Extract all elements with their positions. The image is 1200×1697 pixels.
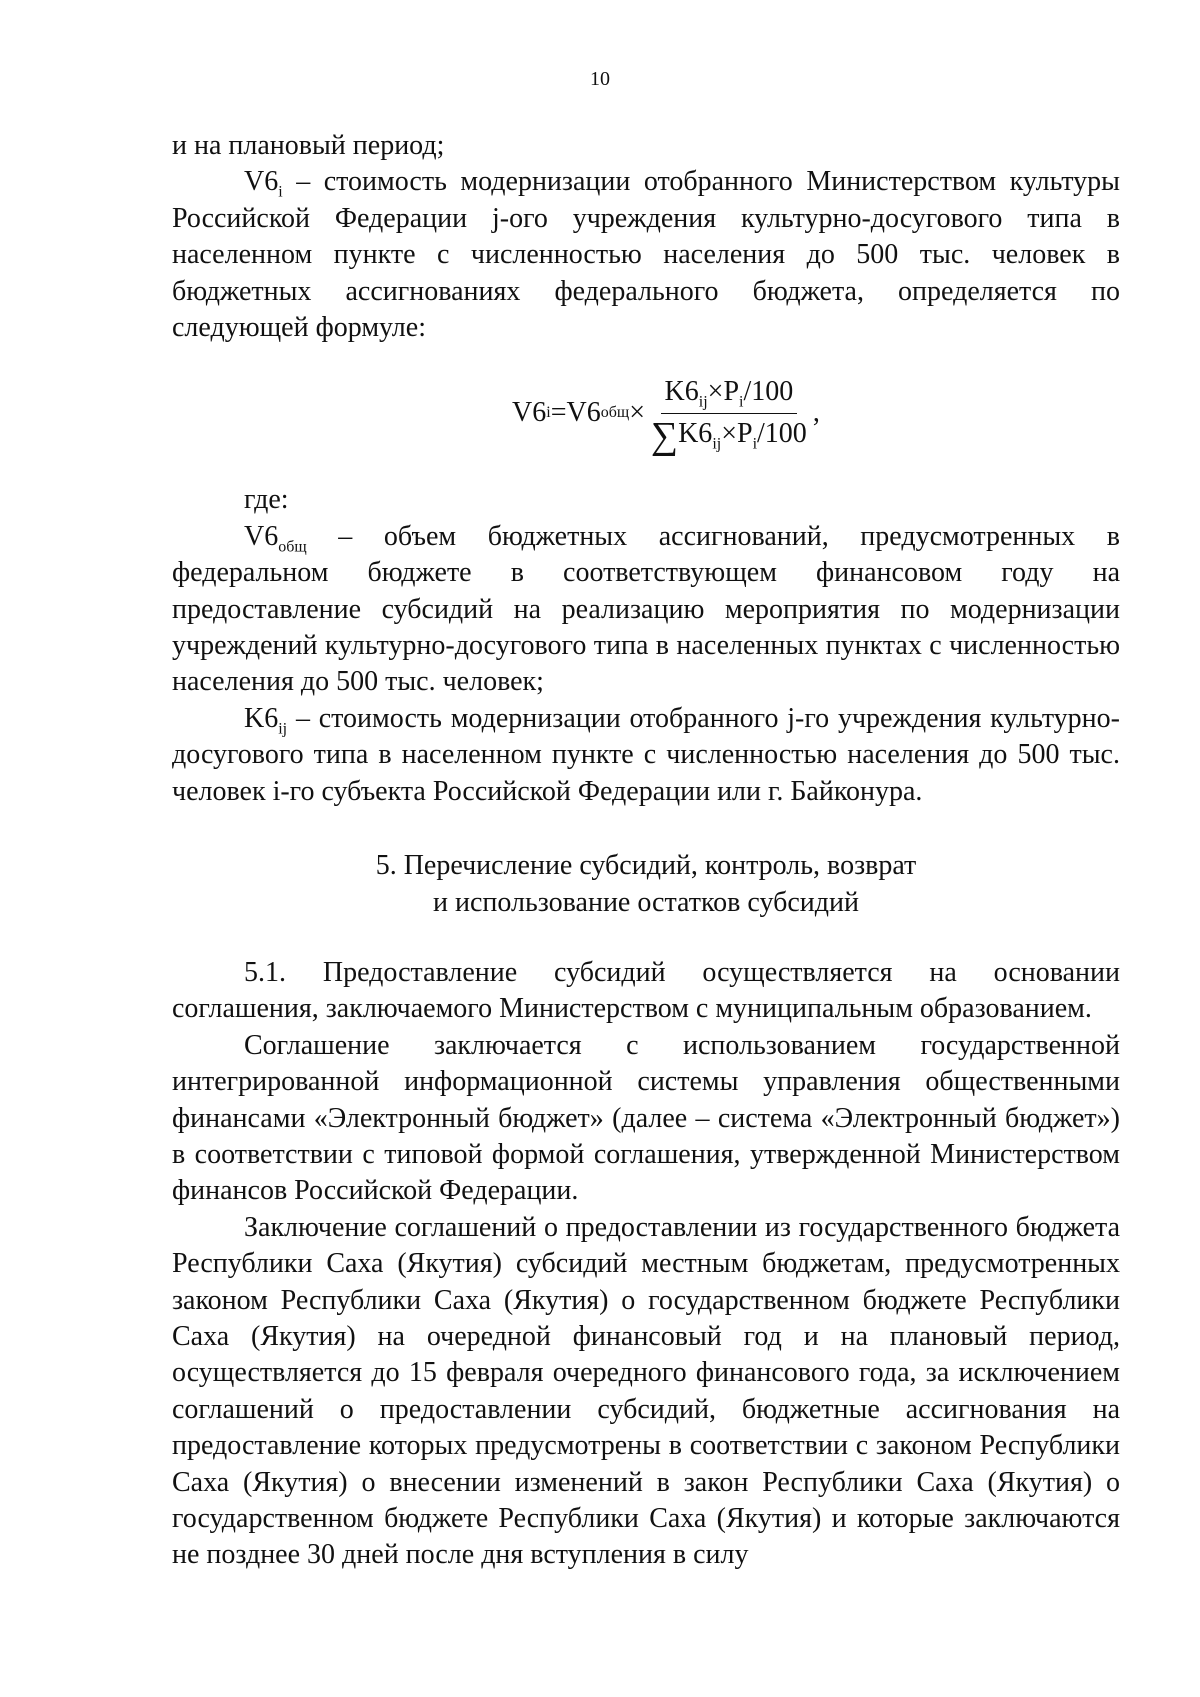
paragraph-k6-definition — [172, 701, 1120, 810]
document-body — [172, 128, 1120, 1574]
numerator-p-subscript: i — [739, 394, 744, 412]
formula-comma: , — [812, 397, 820, 429]
paragraph-5-1: 5.1. Предоставление субсидий осуществляется на основании соглашения, заключаемого Министерством с муниципальным образованием. — [172, 956, 1120, 1025]
formula: V6 i = V6 общ × $\frac{K6_{ij}\times P_i/100}{\sum K6_{ij}\times P_i/100}$ , — [512, 376, 820, 457]
numerator-rest: /100 — [743, 376, 794, 408]
section-heading-line-1: 5. Перечисление субсидий, контроль, возврат — [375, 850, 917, 882]
denominator-rest: /100 — [757, 417, 807, 449]
page-number: 10 — [590, 68, 610, 90]
section-heading-line-2: и использование остатков субсидий — [433, 886, 859, 918]
denominator-k6: K6 — [678, 417, 713, 449]
denominator-p-subscript: i — [752, 435, 758, 453]
denominator-k6-subscript: ij — [712, 435, 722, 453]
paragraph-continuation: и на плановый период; — [172, 130, 445, 161]
numerator-k6-subscript: ij — [698, 394, 708, 412]
denominator-p: ×P — [721, 417, 753, 449]
symbol-subscript: ij — [278, 720, 288, 738]
formula-times: × — [629, 397, 645, 429]
paragraph-text: – стоимость модернизации отобранного j-го учреждения культурно-досугового типа в населенном пункте с численностью населения до 500 тыс. человек i-го субъекта Российской Федерации или г. Байконура. — [172, 702, 1120, 807]
section-heading — [172, 848, 1120, 921]
sum-icon: ∑ — [650, 414, 679, 457]
formula-equals: = — [550, 397, 567, 429]
paragraph-conclusion: Заключение соглашений о предоставлении из государственного бюджета Республики Саха (Якутия) субсидий местным бюджетам, предусмотренных законом Республики Саха (Якутия) о государственном бюджете Республики Саха (Якутия) на очередной финансовый год и на плановый период, осуществляется до 15 февраля очередного финансового года, за исключением соглашений о предоставлении субсидий, бюджетные ассигнования на предоставление которых предусмотрены в соответствии с законом Республики Саха (Якутия) о внесении изменений в закон Республики Саха (Якутия) о государственном бюджете Республики Саха (Якутия) и которые заключаются не позднее 30 дней после дня вступления в силу — [172, 1211, 1120, 1571]
formula-total: V6 — [566, 397, 601, 429]
formula-block — [172, 346, 1120, 482]
formula-lhs: V6 — [512, 397, 547, 429]
symbol-subscript: i — [278, 184, 283, 201]
paragraph-where: где: — [244, 484, 289, 516]
paragraph-v6i-definition — [172, 164, 1120, 346]
paragraph-text: – стоимость модернизации отобранного Министерством культуры Российской Федерации j-ого учреждения культурно-досугового типа в населенном пункте с численностью населения до 500 тыс. человек в бюджетных ассигнованиях федерального бюджета, определяется по следующей формуле: — [172, 166, 1120, 344]
symbol-k6: K6 — [244, 702, 279, 734]
symbol-v6: V6 — [244, 166, 279, 198]
formula-numerator — [661, 374, 798, 413]
paragraph-v6-total-definition — [172, 519, 1120, 701]
numerator-p: ×P — [707, 376, 740, 408]
paragraph-agreement: Соглашение заключается с использованием государственной интегрированной информационной системы управления общественными финансами «Электронный бюджет» (далее – система «Электронный бюджет») в соответствии с типовой формой соглашения, утвержденной Министерством финансов Российской Федерации. — [172, 1029, 1120, 1207]
symbol-v6: V6 — [244, 520, 279, 552]
symbol-subscript: общ — [278, 538, 307, 556]
numerator-k6: K6 — [664, 376, 699, 408]
paragraph-text: – объем бюджетных ассигнований, предусмотренных в федеральном бюджете в соответствующем финансовом году на предоставление субсидий на реализацию мероприятия по модернизации учреждений культурно-досугового типа в населенных пунктах с численностью населения до 500 тыс. человек; — [172, 520, 1120, 698]
formula-denominator — [647, 414, 811, 457]
